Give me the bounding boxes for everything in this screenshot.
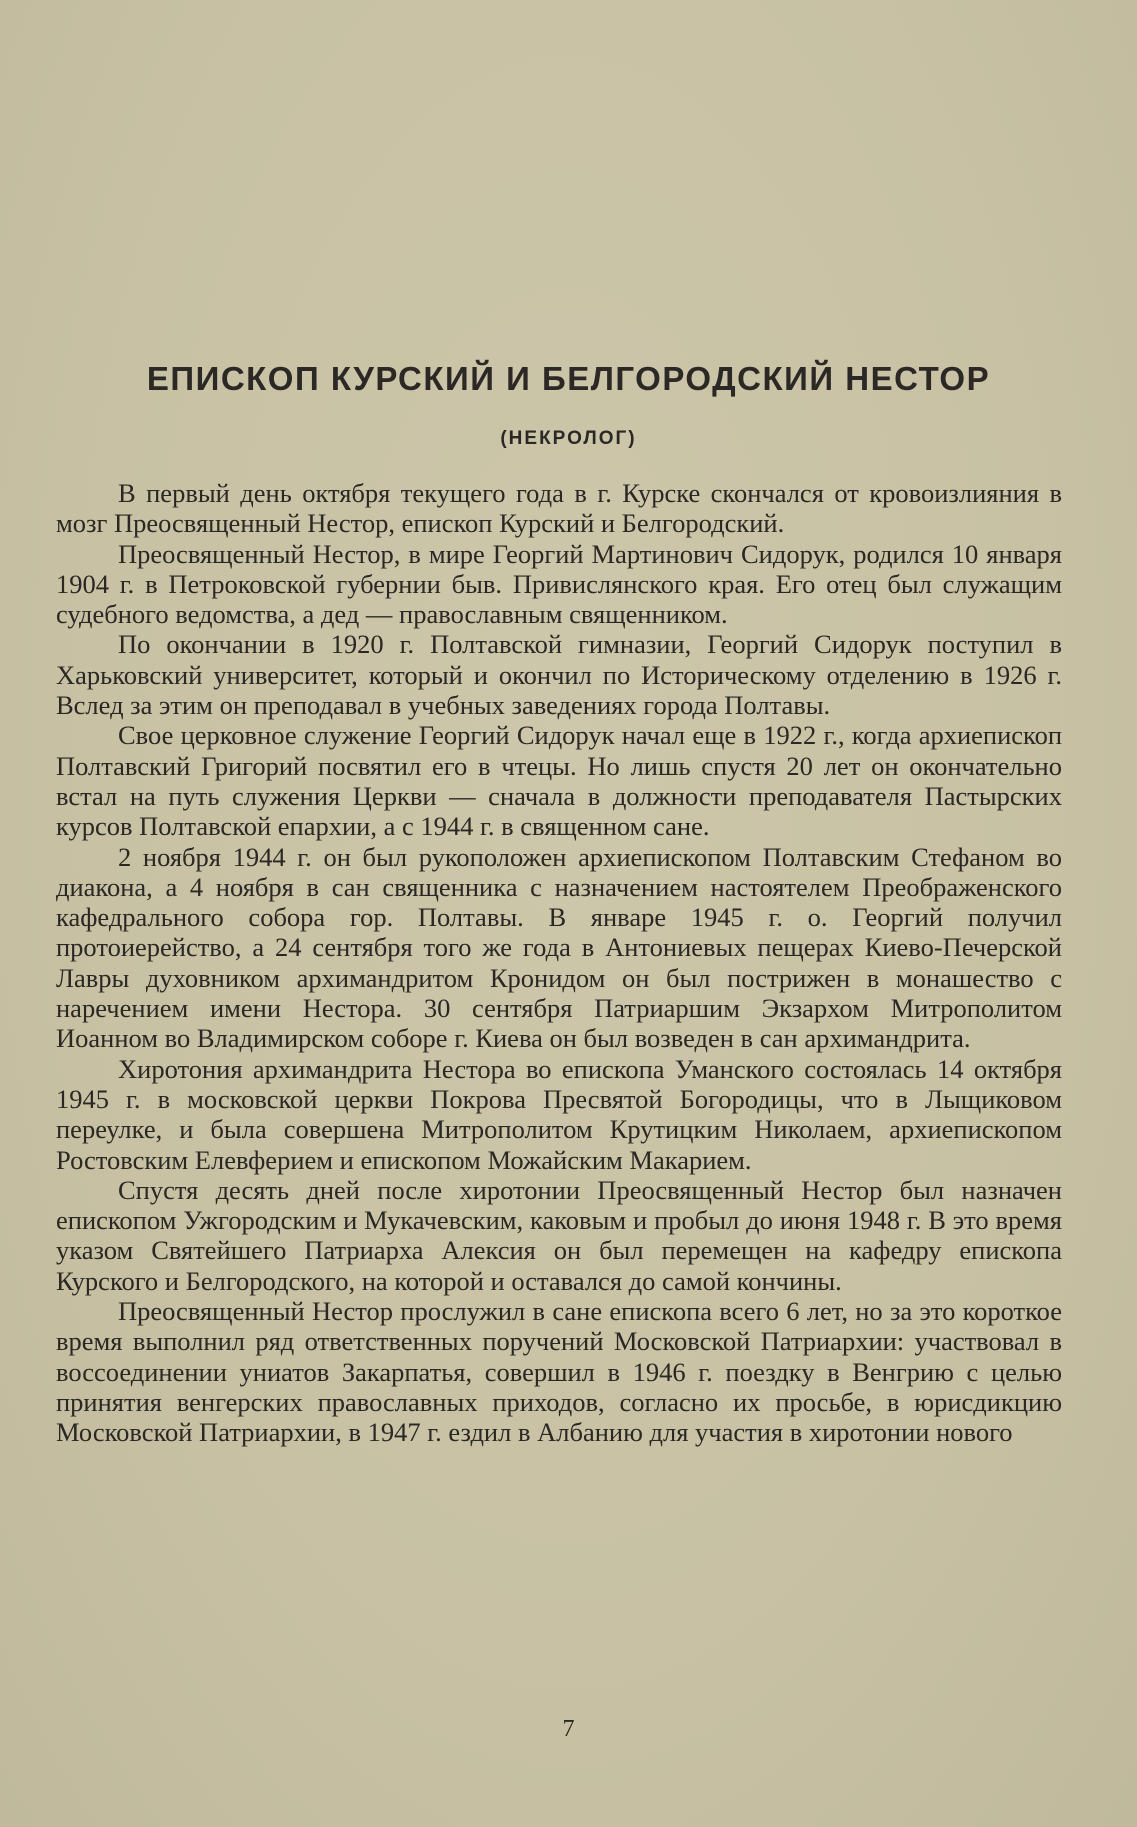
paragraph-1: В первый день октября текущего года в г. Курске скончался от кровоизлияния в мозг Преосвященный Нестор, епископ Курский и Белгородский. bbox=[56, 478, 1062, 539]
paragraph-4: Свое церковное служение Георгий Сидорук начал еще в 1922 г., когда архиепископ Полтавский Григорий посвятил его в чтецы. Но лишь спустя 20 лет он окончательно встал на путь служения Церкви — сначала в должности преподавателя Пастырских курсов Полтавской епархии, а с 1944 г. в священном сане. bbox=[56, 720, 1062, 842]
article-body bbox=[56, 478, 1062, 1448]
paragraph-6: Хиротония архимандрита Нестора во епископа Уманского состоялась 14 октября 1945 г. в московской церкви Покрова Пресвятой Богородицы, что в Лыщиковом переулке, и была совершена Митрополитом Крутицким Николаем, архиепископом Ростовским Елевферием и епископом Можайским Макарием. bbox=[56, 1053, 1062, 1175]
article-title: ЕПИСКОП КУРСКИЙ И БЕЛГОРОДСКИЙ НЕСТОР bbox=[146, 360, 991, 397]
paragraph-3: По окончании в 1920 г. Полтавской гимназии, Георгий Сидорук поступил в Харьковский университет, который и окончил по Историческому отделению в 1926 г. Вслед за этим он преподавал в учебных заведениях города Полтавы. bbox=[56, 629, 1062, 721]
paragraph-2: Преосвященный Нестор, в мире Георгий Мартинович Сидорук, родился 10 января 1904 г. в Петроковской губернии быв. Привислянского края. Его отец был служащим судебного ведомства, а дед — православным священником. bbox=[56, 538, 1062, 630]
page-number: 7 bbox=[562, 1716, 575, 1742]
paragraph-5: 2 ноября 1944 г. он был рукоположен архиепископом Полтавским Стефаном во диакона, а 4 ноября в сан священника с назначением настоятелем Преображенского кафедрального собора гор. Полтавы. В январе 1945 г. о. Георгий получил протоиерейство, а 24 сентября того же года в Антониевых пещерах Киево-Печерской Лавры духовником архимандритом Кронидом он был пострижен в монашество с наречением имени Нестора. 30 сентября Патриаршим Экзархом Митрополитом Иоанном во Владимирском соборе г. Киева он был возведен в сан архимандрита. bbox=[56, 841, 1062, 1054]
paragraph-7: Спустя десять дней после хиротонии Преосвященный Нестор был назначен епископом Ужгородским и Мукачевским, каковым и пробыл до июня 1948 г. В это время указом Святейшего Патриарха Алексия он был перемещен на кафедру епископа Курского и Белгородского, на которой и оставался до самой кончины. bbox=[56, 1174, 1062, 1296]
article-subtitle: (НЕКРОЛОГ) bbox=[500, 428, 637, 449]
paragraph-8: Преосвященный Нестор прослужил в сане епископа всего 6 лет, но за это короткое время выполнил ряд ответственных поручений Московской Патриархии: участвовал в воссоединении униатов Закарпатья, совершил в 1946 г. поездку в Венгрию с целью принятия венгерских православных приходов, согласно их просьбе, в юрисдикцию Московской Патриархии, в 1947 г. ездил в Албанию для участия в хиротонии нового bbox=[56, 1296, 1062, 1448]
